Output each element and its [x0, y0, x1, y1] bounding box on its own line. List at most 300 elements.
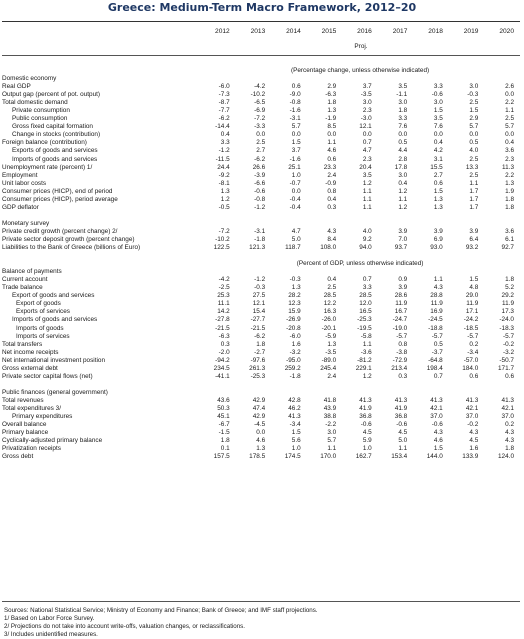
table-row [2, 325, 520, 333]
unit-note-row [2, 67, 520, 75]
value-cell-2013: -6.5 [254, 99, 266, 107]
value-cell-2018: 1.5 [433, 107, 443, 115]
year-header-2017: 2017 [392, 28, 408, 35]
value-cell-2013: 121.3 [249, 244, 266, 252]
value-cell-2013: -21.5 [250, 324, 266, 332]
section-header-row [2, 268, 520, 276]
value-cell-2020: 4.3 [505, 437, 514, 445]
row-label: Gross fixed capital formation [12, 123, 93, 131]
value-cell-2016: -0.6 [360, 421, 372, 429]
value-cell-2018: 42.1 [430, 404, 443, 412]
value-cell-2020: -0.2 [502, 340, 514, 348]
value-cell-2012: -14.4 [215, 123, 230, 131]
value-cell-2012: 45.1 [217, 413, 230, 421]
value-cell-2020: 17.3 [501, 308, 514, 316]
value-cell-2016: 1.2 [362, 179, 372, 187]
value-cell-2015: 1.1 [327, 445, 337, 453]
value-cell-2019: 13.3 [465, 163, 479, 171]
value-cell-2014: 118.7 [285, 244, 301, 252]
section-header-row [2, 75, 520, 83]
row-label: Primary balance [2, 429, 49, 437]
value-cell-2018: -5.7 [431, 332, 443, 340]
value-cell-2013: 0.0 [256, 429, 266, 437]
value-cell-2019: -0.3 [467, 91, 479, 99]
value-cell-2013: -2.7 [254, 348, 266, 356]
value-cell-2020: -50.7 [499, 356, 514, 364]
table-row [2, 204, 520, 212]
value-cell-2013: -0.3 [254, 284, 266, 292]
value-cell-2016: 3.7 [362, 83, 372, 91]
value-cell-2013: 15.4 [252, 308, 266, 316]
value-cell-2013: -6.9 [254, 107, 266, 115]
table-row [2, 131, 520, 139]
value-cell-2020: 2.5 [505, 115, 514, 123]
table-row [2, 429, 520, 437]
table-row [2, 180, 520, 188]
value-cell-2015: 4.3 [327, 227, 337, 235]
spacer-row [2, 212, 520, 220]
year-header-2012: 2012 [215, 28, 230, 35]
value-cell-2018: 11.9 [430, 300, 443, 308]
table-row [2, 276, 520, 284]
value-cell-2012: -8.7 [218, 99, 230, 107]
value-cell-2013: 4.6 [256, 437, 266, 445]
value-cell-2019: 4.0 [469, 147, 479, 155]
table-row [2, 300, 520, 308]
value-cell-2016: 2.3 [362, 155, 372, 163]
value-cell-2020: 42.1 [501, 404, 514, 412]
value-cell-2013: -7.2 [254, 115, 266, 123]
row-label: Gross external debt [2, 364, 58, 372]
value-cell-2013: 2.5 [256, 139, 266, 147]
value-cell-2015: -1.9 [325, 115, 337, 123]
value-cell-2014: -20.8 [286, 324, 301, 332]
value-cell-2014: 1.3 [291, 284, 301, 292]
value-cell-2012: -6.3 [218, 332, 230, 340]
value-cell-2015: -20.1 [321, 324, 337, 332]
value-cell-2016: 3.3 [362, 284, 372, 292]
value-cell-2012: 24.4 [217, 163, 230, 171]
value-cell-2019: 17.1 [465, 308, 479, 316]
value-cell-2020: 1.8 [505, 203, 514, 211]
value-cell-2019: -57.0 [463, 356, 479, 364]
value-cell-2012: 0.4 [220, 131, 230, 139]
section-title: Balance of payments [2, 268, 62, 276]
value-cell-2012: -21.5 [215, 324, 230, 332]
table-row [2, 308, 520, 316]
value-cell-2019: -3.4 [467, 348, 479, 356]
value-cell-2018: 16.9 [430, 308, 443, 316]
value-cell-2013: -1.2 [254, 203, 266, 211]
value-cell-2013: -3.1 [254, 227, 266, 235]
value-cell-2015: 170.0 [320, 453, 337, 461]
value-cell-2014: -1.6 [289, 107, 301, 115]
value-cell-2013: 47.4 [252, 404, 266, 412]
value-cell-2016: 36.8 [359, 413, 372, 421]
value-cell-2012: 234.5 [213, 364, 230, 372]
value-cell-2018: 3.5 [433, 115, 443, 123]
value-cell-2018: 0.4 [433, 139, 443, 147]
table-row [2, 373, 520, 381]
value-cell-2017: -3.8 [396, 348, 408, 356]
value-cell-2016: 162.7 [355, 453, 372, 461]
value-cell-2015: 0.8 [327, 187, 337, 195]
value-cell-2015: 3.0 [327, 429, 337, 437]
footnote-3: 3/ Includes unidentified measures. [4, 631, 98, 638]
row-label: Unemployment rate (percent) 1/ [2, 163, 93, 171]
value-cell-2015: 2.5 [327, 284, 337, 292]
value-cell-2015: 0.4 [327, 276, 337, 284]
row-label: Net international investment position [2, 356, 106, 364]
table-row [2, 83, 520, 91]
value-cell-2016: 4.0 [362, 227, 372, 235]
value-cell-2014: 5.6 [291, 437, 301, 445]
row-label: Trade balance [2, 284, 43, 292]
value-cell-2015: 0.6 [327, 155, 337, 163]
value-cell-2018: 144.0 [426, 453, 443, 461]
value-cell-2013: -4.2 [254, 83, 266, 91]
value-cell-2012: 1.2 [220, 195, 230, 203]
value-cell-2016: 4.5 [362, 429, 372, 437]
value-cell-2012: -4.2 [218, 276, 230, 284]
value-cell-2018: 3.1 [433, 155, 443, 163]
value-cell-2016: 12.1 [359, 123, 372, 131]
value-cell-2016: 1.1 [362, 187, 372, 195]
value-cell-2020: 1.8 [505, 276, 514, 284]
row-label: Export of goods and services [12, 292, 95, 300]
value-cell-2016: 41.3 [359, 396, 372, 404]
value-cell-2015: 0.0 [327, 131, 337, 139]
value-cell-2015: 8.5 [327, 123, 337, 131]
value-cell-2020: 1.3 [505, 179, 514, 187]
value-cell-2020: -18.3 [499, 324, 514, 332]
value-cell-2016: -3.6 [360, 348, 372, 356]
value-cell-2014: 41.3 [288, 413, 301, 421]
row-label: Net income receipts [2, 348, 59, 356]
value-cell-2016: 229.1 [355, 364, 372, 372]
value-cell-2012: -8.1 [218, 179, 230, 187]
section-title: Monetary survey [2, 219, 50, 227]
value-cell-2013: -3.3 [254, 123, 266, 131]
value-cell-2020: 5.2 [505, 284, 514, 292]
value-cell-2018: -0.6 [431, 91, 443, 99]
row-label: Export of goods [16, 300, 61, 308]
value-cell-2014: 1.0 [291, 445, 301, 453]
value-cell-2017: 0.3 [398, 372, 408, 380]
value-cell-2019: 1.5 [469, 107, 479, 115]
value-cell-2018: 1.1 [433, 276, 443, 284]
value-cell-2015: -2.2 [325, 421, 337, 429]
value-cell-2012: 0.1 [220, 445, 230, 453]
row-label: Imports of goods [16, 324, 64, 332]
value-cell-2017: 4.5 [398, 429, 408, 437]
value-cell-2017: 3.0 [398, 171, 408, 179]
value-cell-2014: -95.0 [286, 356, 301, 364]
value-cell-2013: 27.5 [252, 292, 266, 300]
table-row [2, 405, 520, 413]
value-cell-2019: 2.5 [469, 171, 479, 179]
value-cell-2016: 16.5 [359, 308, 372, 316]
value-cell-2019: 1.1 [469, 179, 479, 187]
value-cell-2012: 1.3 [220, 187, 230, 195]
table-row [2, 188, 520, 196]
value-cell-2012: -1.5 [218, 429, 230, 437]
value-cell-2014: 1.5 [291, 429, 301, 437]
value-cell-2017: 16.7 [394, 308, 408, 316]
value-cell-2012: 50.3 [217, 404, 230, 412]
row-label: Output gap (percent of pot. output) [2, 91, 101, 99]
value-cell-2012: 3.3 [220, 139, 230, 147]
value-cell-2017: 1.2 [398, 187, 408, 195]
value-cell-2012: -10.2 [215, 235, 230, 243]
value-cell-2017: 5.0 [398, 437, 408, 445]
value-cell-2013: -6.2 [254, 155, 266, 163]
value-cell-2017: 11.9 [395, 300, 408, 308]
table-row [2, 316, 520, 324]
value-cell-2012: -2.0 [218, 348, 230, 356]
value-cell-2016: 1.2 [362, 372, 372, 380]
value-cell-2019: 4.8 [469, 284, 479, 292]
table-row [2, 284, 520, 292]
value-cell-2013: -6.6 [254, 179, 266, 187]
value-cell-2018: -64.8 [428, 356, 443, 364]
value-cell-2014: -0.4 [289, 195, 301, 203]
value-cell-2017: 1.2 [398, 203, 408, 211]
value-cell-2020: 124.0 [498, 453, 514, 461]
value-cell-2018: 0.0 [433, 131, 443, 139]
unit-note: (Percent of GDP, unless otherwise indicated) [296, 260, 424, 268]
year-header [2, 27, 520, 36]
value-cell-2017: 0.0 [398, 131, 408, 139]
value-cell-2015: 1.3 [327, 107, 337, 115]
value-cell-2014: -9.0 [289, 91, 301, 99]
section-header-row [2, 389, 520, 397]
value-cell-2012: -94.2 [215, 356, 230, 364]
value-cell-2017: 3.0 [398, 99, 408, 107]
value-cell-2016: -25.3 [357, 316, 372, 324]
table-row [2, 99, 520, 107]
value-cell-2012: -6.2 [218, 115, 230, 123]
value-cell-2013: -27.7 [250, 316, 266, 324]
value-cell-2019: -5.7 [467, 332, 479, 340]
row-label: Primary expenditures [12, 413, 73, 421]
value-cell-2016: 1.0 [362, 445, 372, 453]
value-cell-2020: 0.0 [505, 131, 514, 139]
value-cell-2014: -0.8 [289, 99, 301, 107]
section-title: Domestic economy [2, 75, 57, 83]
row-label: Current account [2, 276, 48, 284]
value-cell-2014: -1.6 [289, 155, 301, 163]
table-row [2, 147, 520, 155]
row-label: Imports of goods and services [12, 155, 98, 163]
value-cell-2012: -6.7 [218, 421, 230, 429]
value-cell-2018: 6.9 [433, 235, 443, 243]
table-row [2, 365, 520, 373]
value-cell-2016: 94.0 [359, 244, 372, 252]
value-cell-2016: 0.7 [362, 139, 372, 147]
year-header-row [2, 27, 520, 36]
value-cell-2013: -6.2 [254, 332, 266, 340]
value-cell-2020: 3.6 [505, 227, 514, 235]
row-label: Liabilities to the Bank of Greece (billions of Euro) [2, 244, 141, 252]
table-row [2, 164, 520, 172]
value-cell-2013: 0.0 [256, 131, 266, 139]
value-cell-2015: 12.2 [323, 300, 337, 308]
value-cell-2020: 1.1 [505, 107, 514, 115]
value-cell-2014: 46.2 [288, 404, 301, 412]
table-row [2, 107, 520, 115]
value-cell-2017: 0.9 [398, 276, 408, 284]
value-cell-2013: -25.3 [250, 372, 266, 380]
value-cell-2014: 259.2 [284, 364, 301, 372]
value-cell-2018: 93.0 [430, 244, 443, 252]
value-cell-2019: -18.5 [463, 324, 479, 332]
row-label: Exports of goods and services [12, 147, 98, 155]
value-cell-2016: 0.0 [362, 131, 372, 139]
value-cell-2020: -3.2 [502, 348, 514, 356]
value-cell-2017: -1.1 [396, 91, 408, 99]
value-cell-2017: 153.4 [391, 453, 408, 461]
value-cell-2014: 5.7 [291, 123, 301, 131]
value-cell-2018: 4.3 [433, 429, 443, 437]
value-cell-2015: 43.9 [323, 404, 337, 412]
value-cell-2019: 2.5 [469, 155, 479, 163]
value-cell-2020: 0.2 [505, 421, 514, 429]
unit-note: (Percentage change, unless otherwise indicated) [290, 67, 430, 74]
value-cell-2015: 0.3 [327, 203, 337, 211]
value-cell-2018: -18.8 [428, 324, 443, 332]
value-cell-2019: -0.2 [467, 421, 479, 429]
value-cell-2016: -3.5 [360, 91, 372, 99]
value-cell-2013: 261.3 [249, 364, 266, 372]
year-header-2020: 2020 [499, 28, 514, 35]
table-row [2, 445, 520, 453]
value-cell-2019: 0.0 [469, 131, 479, 139]
value-cell-2016: 41.9 [359, 404, 372, 412]
value-cell-2015: -26.0 [321, 316, 337, 324]
value-cell-2015: 38.8 [323, 413, 337, 421]
row-label: Private sector capital flows (net) [2, 372, 93, 380]
row-label: Total expenditures 3/ [2, 404, 61, 412]
value-cell-2020: 2.6 [505, 83, 514, 91]
row-label: Consumer prices (HICP), end of period [2, 187, 113, 195]
value-cell-2014: -0.4 [289, 203, 301, 211]
value-cell-2015: -3.5 [325, 348, 337, 356]
row-label: Consumer prices (HICP), period average [2, 195, 118, 203]
value-cell-2014: 1.5 [291, 139, 301, 147]
value-cell-2017: -5.7 [396, 332, 408, 340]
value-cell-2017: 4.4 [398, 147, 408, 155]
value-cell-2016: 1.1 [362, 340, 372, 348]
value-cell-2017: 1.8 [398, 107, 408, 115]
year-header-2015: 2015 [321, 28, 337, 35]
value-cell-2013: 1.8 [256, 340, 266, 348]
row-label: Private sector deposit growth (percent change) [2, 235, 135, 243]
value-cell-2019: 1.7 [469, 195, 479, 203]
value-cell-2020: 0.6 [505, 372, 514, 380]
value-cell-2019: 41.3 [465, 396, 479, 404]
table-row [2, 156, 520, 164]
value-cell-2017: 41.3 [394, 396, 408, 404]
table-row [2, 341, 520, 349]
value-cell-2012: -41.1 [215, 372, 230, 380]
value-cell-2019: 184.0 [462, 364, 479, 372]
header-rule [2, 55, 520, 56]
value-cell-2016: 12.0 [359, 300, 372, 308]
value-cell-2020: 5.7 [505, 123, 514, 131]
value-cell-2016: -19.5 [357, 324, 372, 332]
value-cell-2014: -1.8 [289, 372, 301, 380]
value-cell-2020: -5.7 [502, 332, 514, 340]
value-cell-2014: 42.8 [288, 396, 301, 404]
value-cell-2016: 20.4 [359, 163, 372, 171]
value-cell-2018: 2.7 [433, 171, 443, 179]
row-label: GDP deflator [2, 203, 39, 211]
value-cell-2017: 28.6 [394, 292, 408, 300]
value-cell-2019: 3.9 [469, 227, 479, 235]
value-cell-2017: 3.9 [398, 227, 408, 235]
value-cell-2019: 2.9 [469, 115, 479, 123]
value-cell-2013: -0.6 [254, 187, 266, 195]
footnote-1: 1/ Based on Labor Force Survey. [4, 615, 95, 622]
value-cell-2017: 17.8 [394, 163, 408, 171]
value-cell-2018: 4.6 [433, 437, 443, 445]
value-cell-2017: 93.7 [394, 244, 408, 252]
section-header-row [2, 220, 520, 228]
value-cell-2016: 0.7 [362, 276, 372, 284]
value-cell-2016: -5.8 [360, 332, 372, 340]
value-cell-2019: 0.2 [469, 340, 479, 348]
value-cell-2012: 122.5 [213, 244, 230, 252]
value-cell-2013: 12.1 [252, 300, 266, 308]
value-cell-2020: 41.3 [501, 396, 514, 404]
value-cell-2019: 42.1 [465, 404, 479, 412]
value-cell-2020: 0.4 [505, 139, 514, 147]
value-cell-2018: 15.5 [430, 163, 443, 171]
table-row [2, 228, 520, 236]
value-cell-2018: -0.6 [431, 421, 443, 429]
bottom-rule [2, 601, 520, 602]
value-cell-2014: -0.3 [289, 276, 301, 284]
value-cell-2017: 3.3 [398, 115, 408, 123]
value-cell-2018: 198.4 [426, 364, 443, 372]
value-cell-2018: -24.5 [428, 316, 443, 324]
table-row [2, 244, 520, 252]
value-cell-2016: 28.5 [359, 292, 372, 300]
value-cell-2016: 5.9 [362, 437, 372, 445]
value-cell-2019: 3.0 [469, 83, 479, 91]
value-cell-2017: 1.1 [398, 195, 408, 203]
value-cell-2013: -4.5 [254, 421, 266, 429]
value-cell-2017: -19.0 [392, 324, 408, 332]
value-cell-2015: 245.4 [320, 364, 337, 372]
value-cell-2013: 26.6 [252, 163, 266, 171]
value-cell-2019: 1.7 [469, 187, 479, 195]
value-cell-2020: 1.8 [505, 195, 514, 203]
value-cell-2015: -89.0 [321, 356, 337, 364]
value-cell-2018: 0.7 [433, 372, 443, 380]
value-cell-2014: -0.7 [289, 179, 301, 187]
sources-note: Sources: National Statistical Service; Ministry of Economy and Finance; Bank of Greece; and IMF staff projections. [4, 607, 318, 614]
value-cell-2017: -72.9 [392, 356, 408, 364]
value-cell-2018: 3.9 [433, 227, 443, 235]
value-cell-2013: 178.5 [249, 453, 266, 461]
row-label: Change in stocks (contribution) [12, 131, 101, 139]
value-cell-2020: 37.0 [501, 413, 514, 421]
value-cell-2012: 157.5 [213, 453, 230, 461]
value-cell-2014: -26.9 [286, 316, 301, 324]
value-cell-2015: 1.8 [327, 99, 337, 107]
